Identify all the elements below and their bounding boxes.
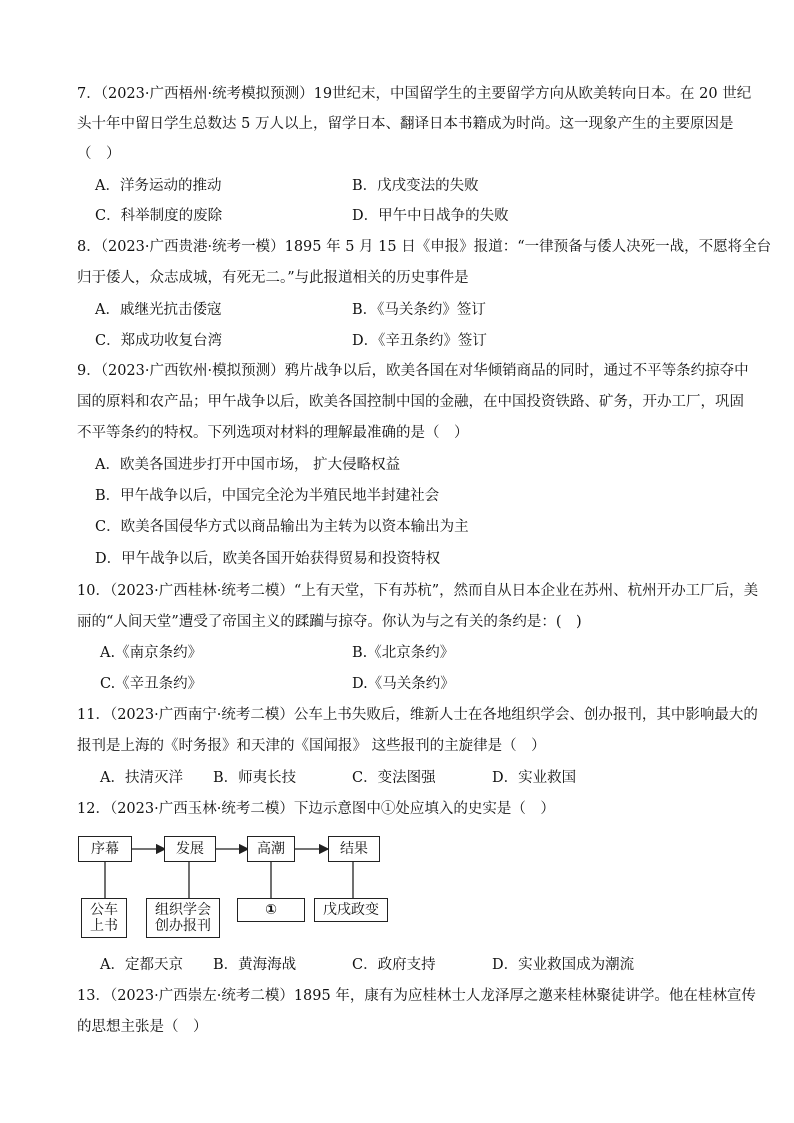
- q7-stem-line-3: （ ）: [77, 146, 121, 162]
- q13-stem-line-1: 13．（2023·广西崇左·统考二模）1895 年，康有为应桂林士人龙泽厚之邀来桂林聚徒讲学。他在桂林宣传: [77, 988, 756, 1004]
- q12-option-b[interactable]: B．黄海海战: [213, 957, 297, 973]
- q7-option-d[interactable]: D．甲午中日战争的失败: [352, 208, 509, 224]
- stage-climax-box: 高潮: [247, 836, 295, 862]
- q9-option-a[interactable]: A．欧美各国进步打开中国市场， 扩大侵略权益: [95, 457, 401, 473]
- detail-blank-box: ①: [237, 898, 305, 922]
- q7-option-b[interactable]: B．戊戌变法的失败: [352, 178, 479, 194]
- q8-option-d[interactable]: D．《辛丑条约》签订: [352, 333, 487, 349]
- q10-option-c[interactable]: C.《辛丑条约》: [100, 676, 203, 692]
- q8-option-a[interactable]: A．戚继光抗击倭寇: [95, 302, 222, 318]
- q9-stem-line-2: 国的原料和农产品；甲午战争以后，欧美各国控制中国的金融，在中国投资铁路、矿务，开办工厂，巩固: [77, 394, 744, 410]
- q7-stem-line-1: 7．（2023·广西梧州·统考模拟预测）19世纪末，中国留学生的主要留学方向从欧美转向日本。在 20 世纪: [77, 86, 752, 102]
- q12-stem-line-1: 12．（2023·广西玉林·统考二模）下边示意图中①处应填入的史实是（ ）: [77, 801, 555, 817]
- q11-option-a[interactable]: A．扶清灭洋: [100, 770, 183, 786]
- reform-process-diagram: [78, 836, 398, 942]
- q8-option-b[interactable]: B．《马关条约》签订: [352, 302, 486, 318]
- detail-petition-line-2: 上书: [90, 918, 118, 934]
- q11-stem-line-2: 报刊是上海的《时务报》和天津的《国闻报》 这些报刊的主旋律是（ ）: [77, 738, 546, 754]
- stage-development-box: 发展: [164, 836, 216, 862]
- q12-option-d[interactable]: D．实业救国成为潮流: [492, 957, 635, 973]
- detail-petition-line-1: 公车: [90, 902, 118, 918]
- q12-option-c[interactable]: C．政府支持: [352, 957, 436, 973]
- detail-petition-box: [81, 898, 127, 938]
- q7-option-c[interactable]: C．科举制度的废除: [95, 208, 223, 224]
- q10-stem-line-2: 丽的“人间天堂”遭受了帝国主义的蹂躏与掠夺。你认为与之有关的条约是：( ): [77, 614, 582, 630]
- q8-stem-line-2: 归于倭人，众志成城，有死无二。”与此报道相关的历史事件是: [77, 270, 469, 286]
- q9-option-b[interactable]: B．甲午战争以后，中国完全沦为半殖民地半封建社会: [95, 488, 440, 504]
- q8-stem-line-1: 8．（2023·广西贵港·统考一模）1895 年 5 月 15 日《申报》报道：“一律预备与倭人决死一战，不愿将全台: [77, 239, 772, 255]
- detail-coup-box: 戊戌政变: [314, 898, 388, 922]
- detail-societies-line-2: 创办报刊: [155, 918, 211, 934]
- stage-result-box: 结果: [328, 836, 380, 862]
- q11-option-c[interactable]: C．变法图强: [352, 770, 436, 786]
- detail-societies-box: [146, 898, 220, 938]
- q9-stem-line-1: 9．（2023·广西钦州·模拟预测）鸦片战争以后，欧美各国在对华倾销商品的同时，通过不平等条约掠夺中: [77, 363, 749, 379]
- q11-option-b[interactable]: B．师夷长技: [213, 770, 297, 786]
- q10-stem-line-1: 10．（2023·广西桂林·统考二模）“上有天堂，下有苏杭”，然而自从日本企业在苏州、杭州开办工厂后，美: [77, 583, 759, 599]
- detail-societies-line-1: 组织学会: [155, 902, 211, 918]
- q7-stem-line-2: 头十年中留日学生总数达 5 万人以上，留学日本、翻译日本书籍成为时尚。这一现象产生的主要原因是: [77, 116, 734, 132]
- q11-option-d[interactable]: D．实业救国: [492, 770, 577, 786]
- q10-option-a[interactable]: A.《南京条约》: [100, 645, 203, 661]
- q12-option-a[interactable]: A．定都天京: [100, 957, 183, 973]
- q9-option-c[interactable]: C．欧美各国侵华方式以商品输出为主转为以资本输出为主: [95, 519, 469, 535]
- q13-stem-line-2: 的思想主张是（ ）: [77, 1019, 208, 1035]
- stage-prelude-box: 序幕: [78, 836, 132, 862]
- q11-stem-line-1: 11．（2023·广西南宁·统考二模）公车上书失败后，维新人士在各地组织学会、创办报刊，其中影响最大的: [77, 707, 758, 723]
- q10-option-b[interactable]: B.《北京条约》: [352, 645, 455, 661]
- q9-option-d[interactable]: D．甲午战争以后，欧美各国开始获得贸易和投资特权: [95, 551, 441, 567]
- q8-option-c[interactable]: C．郑成功收复台湾: [95, 333, 223, 349]
- q7-option-a[interactable]: A．洋务运动的推动: [95, 178, 222, 194]
- q9-stem-line-3: 不平等条约的特权。下列选项对材料的理解最准确的是（ ）: [77, 425, 469, 441]
- q10-option-d[interactable]: D.《马关条约》: [352, 676, 455, 692]
